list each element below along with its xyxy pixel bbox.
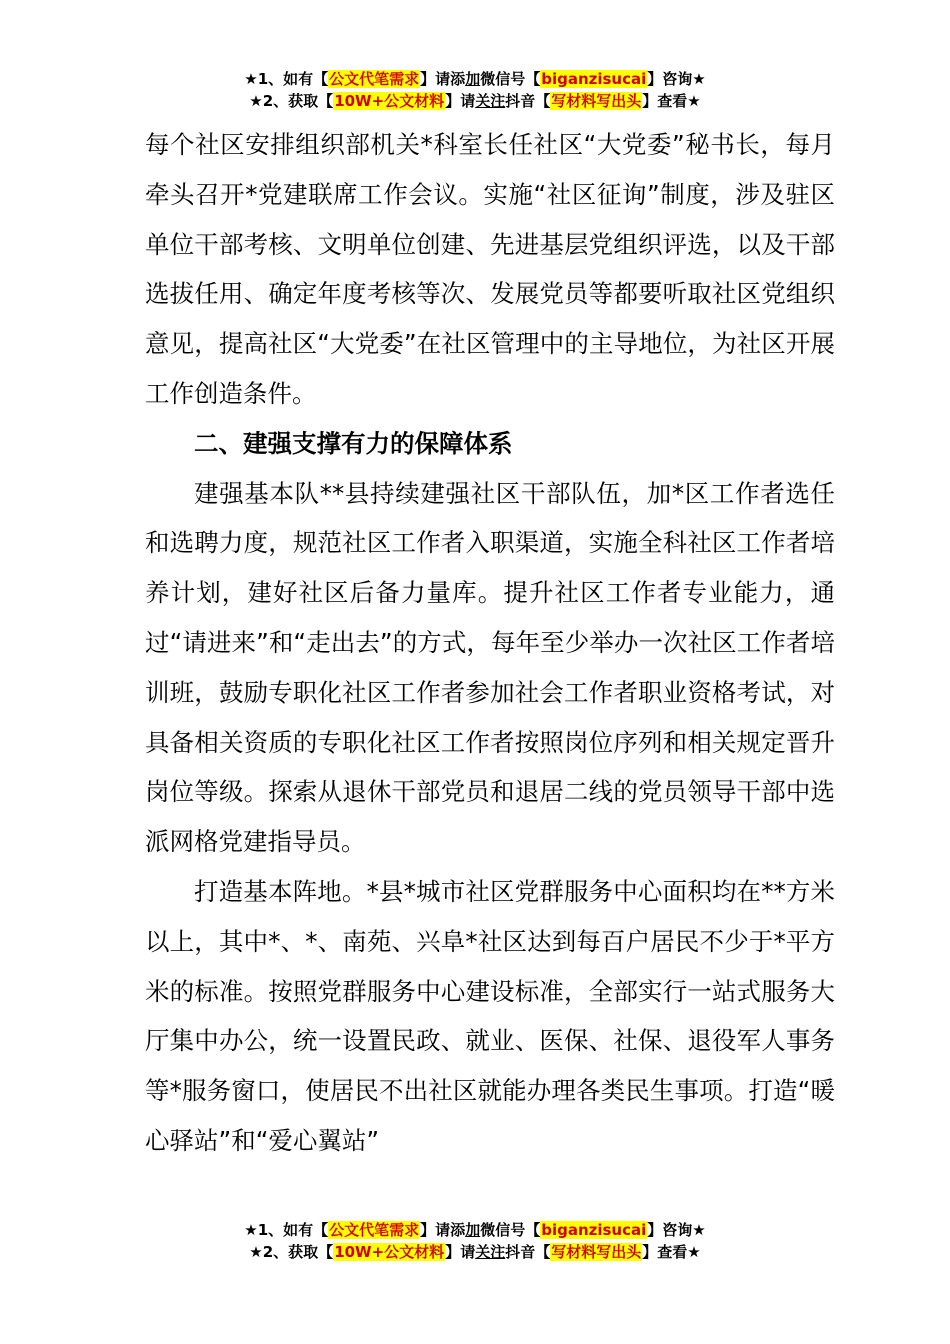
banner-text: 】请 bbox=[445, 92, 476, 110]
banner-text: 】请添 bbox=[420, 70, 466, 88]
banner-highlight: 公文代笔需求 bbox=[329, 70, 420, 88]
banner-text: ★2、获取【 bbox=[249, 92, 334, 110]
banner-text: 】咨询★ bbox=[647, 1221, 706, 1239]
paragraph-2: 建强基本队**县持续建强社区干部队伍，加*区工作者选任和选聘力度，规范社区工作者入职渠道，实施全科社区工作者培养计划，建好社区后备力量库。提升社区工作者专业能力，通过“请进来”和“走出去”的方式，每年至少举办一次社区工作者培训班，鼓励专职化社区工作者参加社会工作者职业资格考试，对具备相关资质的专职化社区工作者按照岗位序列和相关规定晋升岗位等级。探索从退休干部党员和退居二线的党员领导干部中选派网格党建指导员。 bbox=[145, 478, 835, 857]
banner-text: 微信号【 bbox=[480, 1221, 541, 1239]
banner-highlight: biganzisucai bbox=[541, 1221, 647, 1239]
banner-underline: 关注 bbox=[475, 1243, 506, 1261]
document-body bbox=[145, 120, 835, 1166]
banner-highlight: 写材料写出头 bbox=[551, 1243, 642, 1261]
paragraph-1: 每个社区安排组织部机关*科室长任社区“大党委”秘书长，每月牵头召开*党建联席工作会议。实施“社区征询”制度，涉及驻区单位干部考核、文明单位创建、先进基层党组织评选，以及干部选拔任用、确定年度考核等次、发展党员等都要听取社区党组织意见，提高社区“大党委”在社区管理中的主导地位，为社区开展工作创造条件。 bbox=[145, 130, 835, 408]
section-heading-2: 二、建强支撑有力的保障体系 bbox=[194, 428, 513, 458]
banner-text: 抖音【 bbox=[505, 1243, 551, 1261]
banner-text: ★2、获取【 bbox=[249, 1243, 334, 1261]
banner-highlight: 公文代笔需求 bbox=[329, 1221, 420, 1239]
banner-line-2 bbox=[0, 90, 950, 112]
banner-highlight: biganzisucai bbox=[541, 70, 647, 88]
banner-underline: 关注 bbox=[475, 92, 506, 110]
banner-line-2 bbox=[0, 1241, 950, 1263]
banner-text: 微信号【 bbox=[480, 70, 541, 88]
banner-underline: 加 bbox=[465, 70, 481, 88]
banner-text: ★1、如有【 bbox=[244, 70, 329, 88]
banner-text: 】查看★ bbox=[642, 92, 701, 110]
header-banner bbox=[0, 68, 950, 112]
banner-highlight: 10W+公文材料 bbox=[334, 1243, 445, 1261]
banner-text: 】请添 bbox=[420, 1221, 466, 1239]
banner-text: 】请 bbox=[445, 1243, 476, 1261]
paragraph-3: 打造基本阵地。*县*城市社区党群服务中心面积均在**方米以上，其中*、*、南苑、兴阜*社区达到每百户居民不少于*平方米的标准。按照党群服务中心建设标准，全部实行一站式服务大厅集中办公，统一设置民政、就业、医保、社保、退役军人事务等*服务窗口，使居民不出社区就能办理各类民生事项。打造“暖心驿站”和“爱心翼站” bbox=[145, 876, 835, 1155]
banner-line-1 bbox=[0, 1219, 950, 1241]
banner-highlight: 10W+公文材料 bbox=[334, 92, 445, 110]
banner-text: ★1、如有【 bbox=[244, 1221, 329, 1239]
footer-banner bbox=[0, 1219, 950, 1263]
banner-highlight: 写材料写出头 bbox=[551, 92, 642, 110]
banner-underline: 加 bbox=[465, 1221, 481, 1239]
banner-text: 抖音【 bbox=[505, 92, 551, 110]
banner-text: 】查看★ bbox=[642, 1243, 701, 1261]
banner-line-1 bbox=[0, 68, 950, 90]
banner-text: 】咨询★ bbox=[647, 70, 706, 88]
